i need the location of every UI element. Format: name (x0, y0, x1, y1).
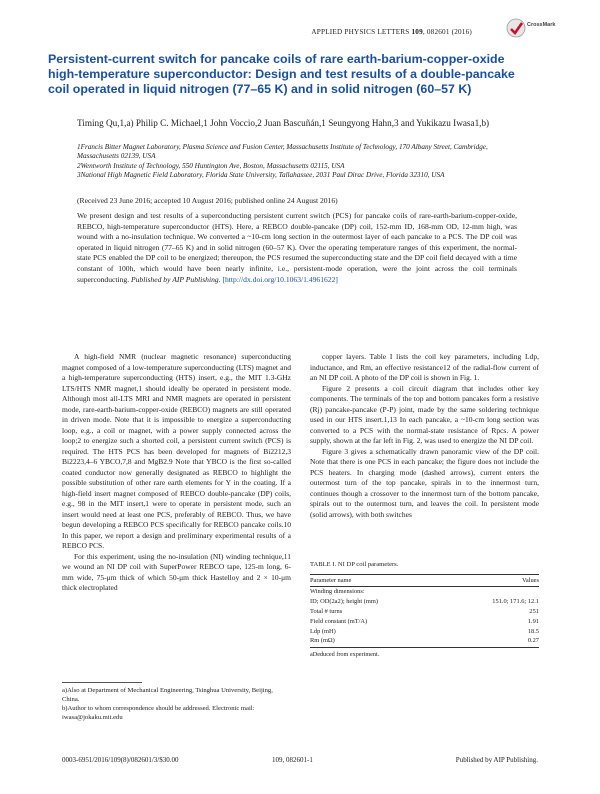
table-header-row (310, 575, 539, 587)
footnote-a: a)Also at Department of Mechanical Engineering, Tsinghua University, Beijing, China. (62, 687, 273, 703)
affiliation-1: 1Francis Bitter Magnet Laboratory, Plasma Science and Fusion Center, Massachusetts Institute of Technology, 170 Albany Street, Cambridge, Massachusetts 02139, USA (77, 143, 488, 161)
paragraph: For this experiment, using the no-insulation (NI) winding technique,11 we wound an NI DP coil with SuperPower REBCO tape, 125-m long, 6-mm wide, 75-μm thick of which 50-μm thick Hastelloy and 2 × 10-μm thick electroplated (62, 551, 291, 592)
table-footnote: aDeduced from experiment. (310, 651, 380, 659)
table-header: Parameter name (310, 575, 446, 587)
body-column-right (310, 352, 539, 520)
crossmark-logo[interactable] (506, 16, 556, 42)
abstract-text: We present design and test results of a superconducting persistent current switch (PCS) for pancake coils of rare-earth-barium-copper-oxide, REBCO, high-temperature superconductor (HTS). Here, a REBCO double-pancake (DP) coil, 152-mm ID, 168-mm OD, 12-mm high, was wound with a no-insulation technique. We converted a ~10-cm long section in the outermost layer of each pancake to a PCS. The DP coil was operated in liquid nitrogen (77–65 K) and in solid nitrogen (60–57 K). Over the operating temperature ranges of this experiment, the normal-state PCS enabled the DP coil to be energized; thereupon, the PCS resumed the superconducting state and the DP coil field decayed with a time constant of 100h, which would have been nearly infinite, i.e., persistent-mode operation, were the joint across the coil terminals superconducting. (77, 211, 517, 284)
footer-issn: 0003-6951/2016/109(8)/082601/3/$30.00 (62, 756, 179, 764)
abstract (77, 211, 517, 285)
table-row: Total # turns 251 (310, 607, 539, 615)
table-header: Values (446, 575, 539, 587)
table-row: Field constant (mT/A) 1.91 (310, 617, 539, 625)
parameter-table (310, 574, 539, 648)
footnotes (62, 686, 291, 722)
table-row: Rm (mΩ) 0.27 (310, 636, 539, 648)
footer-page-number: 109, 082601-1 (272, 756, 313, 764)
body-column-left (62, 352, 291, 594)
crossmark-label: CrossMark (527, 22, 556, 28)
table-1 (310, 561, 539, 658)
crossmark-icon (506, 16, 544, 42)
affiliation-3: 3National High Magnetic Field Laboratory, Florida State University, Tallahassee, 2031 Paul Dirac Drive, Florida 32310, USA (77, 171, 445, 180)
paragraph: A high-field NMR (nuclear magnetic resonance) superconducting magnet composed of a low-temperature superconducting (LTS) magnet and a high-temperature superconducting (HTS) insert, e.g., the MIT 1.3-GHz LTS/HTS NMR magnet,1 should ideally be operated in persistent mode. Although most all-LTS MRI and NMR magnets are operated in persistent mode, rare-earth-barium-copper-oxide (REBCO) magnets are still operated in driven mode. Note that it is impossible to energize a superconducting loop, e.g., a coil or magnet, with a power supply connected across the loop;2 to energize such a shorted coil, a persistent current switch (PCS) is required. The HTS PCS has been developed for magnets of Bi2212,3 Bi2223,4–6 YBCO,7,8 and MgB2.9 Note that YBCO is the first so-called coated conductor now generally designated as REBCO to highlight the possible substitution of other rare earth elements for Y in the coating. If a high-field insert magnet composed of REBCO double-pancake (DP) coils, e.g., 98 in the MIT insert,1 were to operate in persistent mode, such an insert would need at least one PCS, preferably of REBCO. Thus, we have begun developing a REBCO PCS specifically for REBCO pancake coils.10 In this paper, we report a design and preliminary experimental results of a REBCO PCS. (62, 352, 291, 550)
table-row: Ldp (mH) 18.5 (310, 627, 539, 635)
table-row: ID; OD(2a2); height (mm) 151.0; 171.6; 12.1 (310, 598, 539, 606)
paper-title: Persistent-current switch for pancake coils of rare earth-barium-copper-oxide high-temperature superconductor: Design and test results of a double-pancake coil operated in liquid nitrogen (77–65 K) and in solid nitrogen (60–57 K) (48, 52, 515, 97)
paragraph: copper layers. Table I lists the coil key parameters, including Ldp, inductance, and Rm, an effective resistance12 of the radial-flow current of an NI DP coil. A photo of the DP coil is shown in Fig. 1. (310, 352, 539, 382)
publisher-note: Published by AIP Publishing. (131, 274, 221, 284)
affiliation-2: 2Wentworth Institute of Technology, 550 Huntington Ave, Boston, Massachusetts 02115, USA (77, 161, 345, 170)
footnote-b: b)Author to whom correspondence should be addressed. Electronic mail: iwasa@jokaku.mit.edu (62, 705, 255, 721)
received-dates: (Received 23 June 2016; accepted 10 August 2016; published online 24 August 2016) (77, 196, 338, 205)
table-caption: TABLE I. NI DP coil parameters. (310, 561, 399, 568)
paragraph: Figure 2 presents a coil circuit diagram that includes other key components. The terminals of the top and bottom pancakes form a resistive (Rj) pancake-pancake (P-P) joint, made by the same soldering technique used in our HTS insert.1,13 In each pancake, a ~10-cm long section was converted to a PCS with the normal-state resistance of Rpcs. A power supply, shown at the far left in Fig. 2, was used to energize the NI DP coil. (310, 383, 539, 445)
table-row: Winding dimensions: (310, 588, 365, 596)
footer-publisher: Published by AIP Publishing. (455, 756, 538, 764)
affiliations (77, 143, 517, 181)
author-list: Timing Qu,1,a) Philip C. Michael,1 John Voccio,2 Juan Bascuñán,1 Seungyong Hahn,3 and Yukikazu Iwasa1,b) (77, 118, 490, 128)
paragraph: Figure 3 gives a schematically drawn panoramic view of the DP coil. Note that there is one PCS in each pancake; the figure does not include the PCS heaters. In charging mode (dashed arrows), current enters the outermost turn of the top pancake, spirals in to the innermost turn, continues though a crossover to the innermost turn of the bottom pancake, spirals out to the outermost turn, and leaves the coil. In persistent mode (solid arrows), with both switches (310, 446, 539, 519)
footnote-divider (62, 682, 142, 683)
doi-link[interactable]: [http://dx.doi.org/10.1063/1.4961622] (222, 274, 338, 284)
journal-header: APPLIED PHYSICS LETTERS 109, 082601 (2016) (311, 28, 472, 36)
